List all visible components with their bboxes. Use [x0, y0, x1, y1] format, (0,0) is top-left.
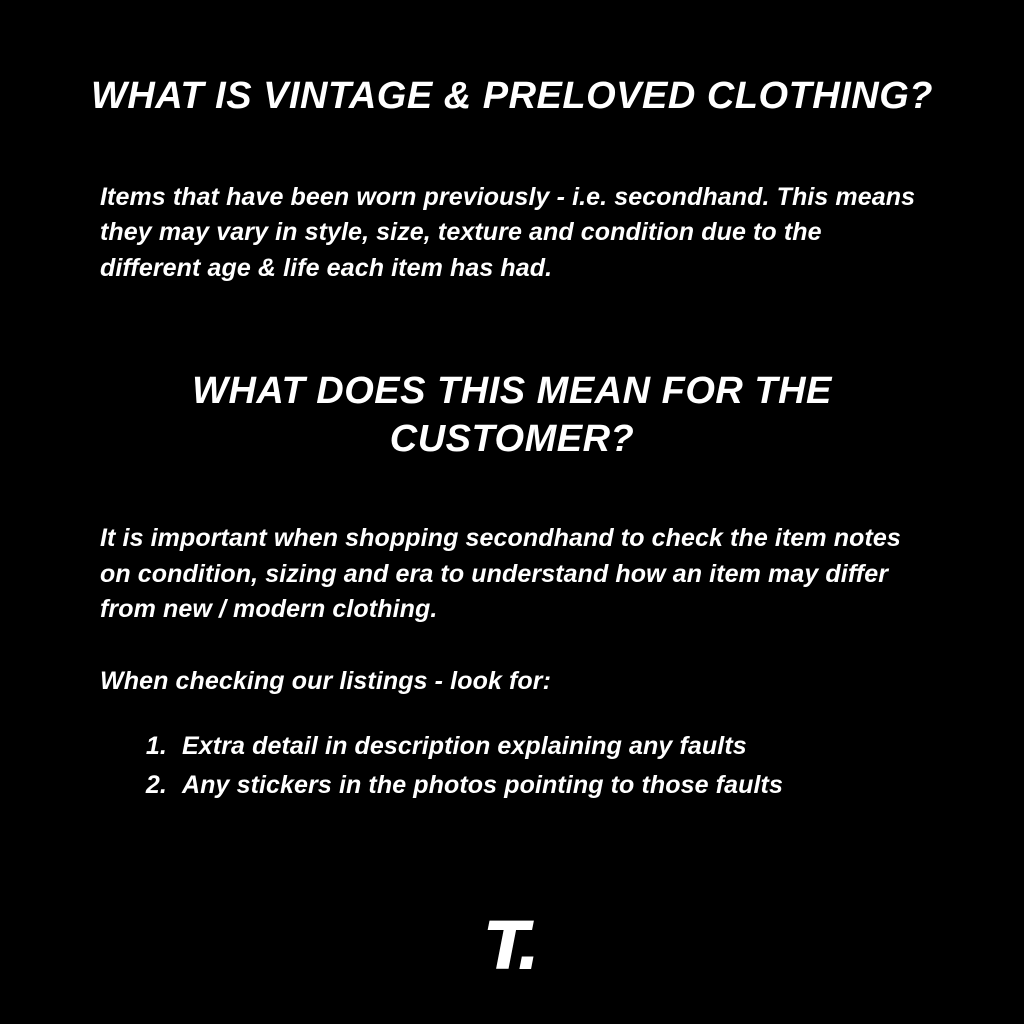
- checklist: [100, 699, 924, 805]
- page-title: WHAT IS VINTAGE & PRELOVED CLOTHING?: [90, 75, 934, 117]
- definition-paragraph: Items that have been worn previously - i.e. secondhand. This means they may vary in style, size, texture and condition due to the different age & life each item has had.: [100, 182, 916, 282]
- section-title-customer: WHAT DOES THIS MEAN FOR THE CUSTOMER?: [192, 370, 832, 460]
- list-item: 1. Extra detail in description explaining any faults: [174, 727, 924, 766]
- list-item: 2. Any stickers in the photos pointing to those faults: [174, 766, 924, 805]
- brand-logo: [0, 908, 1024, 985]
- listings-prompt-paragraph: When checking our listings - look for:: [100, 666, 552, 695]
- logo-wordmark: T.: [484, 908, 540, 985]
- customer-guidance-paragraph: It is important when shopping secondhand to check the item notes on condition, sizing and era to understand how an item may differ from new / modern clothing.: [100, 524, 901, 624]
